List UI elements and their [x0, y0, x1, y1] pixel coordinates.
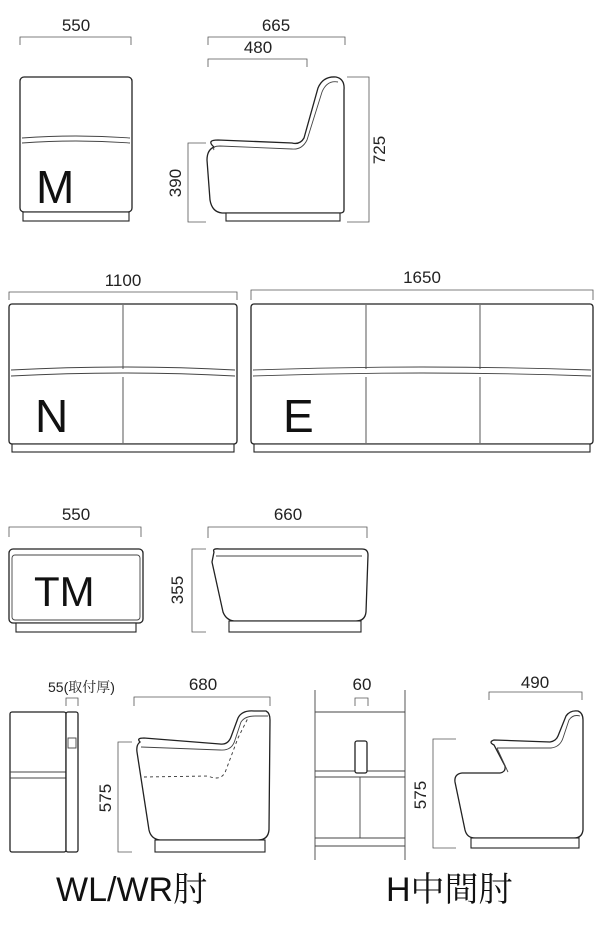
m-front-view [20, 16, 132, 221]
h-depth-dim: 490 [520, 673, 550, 692]
m-seat-height-dim: 390 [166, 168, 185, 198]
wl-wr-label: WL/WR肘 [56, 871, 208, 909]
tm-depth-dim: 660 [273, 505, 303, 524]
h-height-dim: 575 [411, 780, 430, 810]
tm-height-dim: 355 [168, 575, 187, 605]
tm-label: TM [34, 568, 95, 615]
m-height-dim: 725 [370, 135, 389, 165]
e-front-view [251, 268, 593, 452]
n-label: N [35, 390, 69, 442]
e-width-dim: 1650 [403, 268, 441, 287]
h-side-view [411, 673, 583, 848]
tm-side-view [168, 505, 368, 632]
wl-side-view [96, 675, 270, 852]
m-label: M [36, 161, 75, 213]
m-width-dim: 550 [61, 16, 91, 35]
wl-depth-dim: 680 [188, 675, 218, 694]
h-label: H中間肘 [386, 871, 513, 909]
m-depth-dim: 665 [261, 16, 291, 35]
h-width-dim: 60 [352, 675, 372, 694]
m-seat-depth-dim: 480 [243, 38, 273, 57]
e-label: E [283, 390, 314, 442]
n-front-view [9, 271, 237, 452]
n-width-dim: 1100 [104, 271, 142, 290]
tm-width-dim: 550 [61, 505, 91, 524]
tm-front-view [9, 505, 143, 632]
m-side-view [166, 16, 389, 222]
wl-height-dim: 575 [96, 783, 115, 813]
arm-thickness-dim: 55(取付厚) [48, 679, 115, 695]
